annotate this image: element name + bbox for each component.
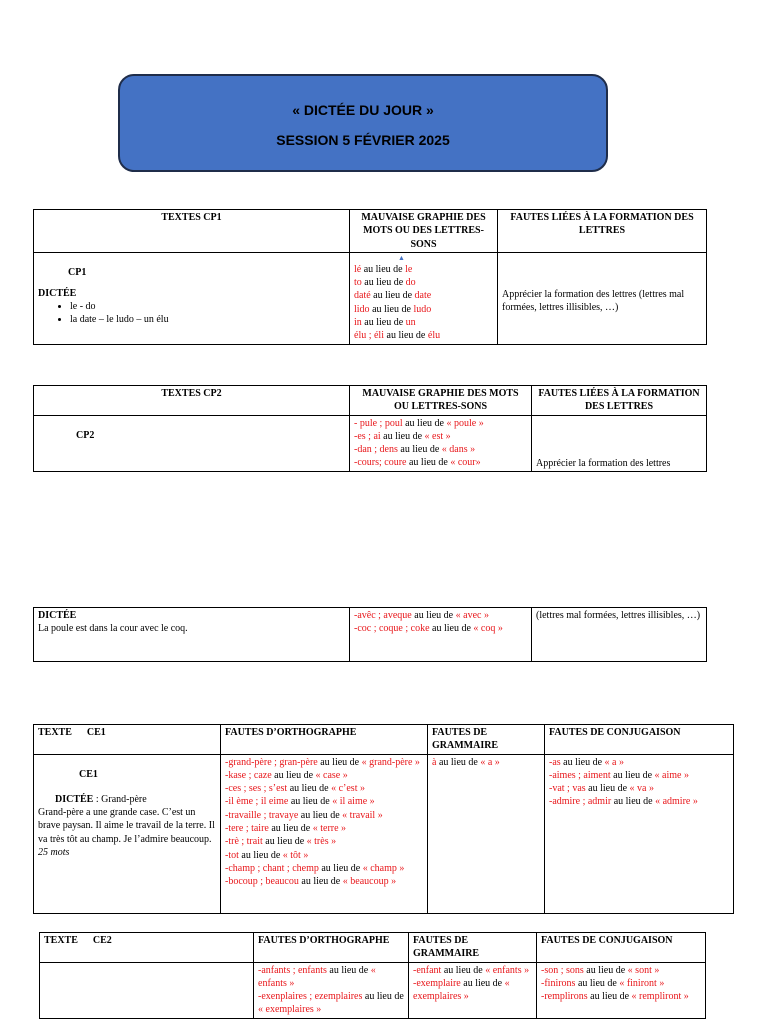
- cp1-table: [33, 209, 707, 345]
- list-item: • le - do: [70, 300, 345, 313]
- error-line: -ces ; ses ; s’est au lieu de « c’est »: [225, 783, 365, 795]
- ce1-header-text: TEXTE CE1: [34, 725, 221, 755]
- error-line: -exenplaires ; ezemplaires au lieu de « exemplaires »: [258, 991, 404, 1016]
- error-line: -grand-père ; gran-père au lieu de « grand-père »: [225, 756, 420, 768]
- error-line: -son ; sons au lieu de « sont »: [541, 964, 660, 976]
- cp2-header-formation: FAUTES LIÉES À LA FORMATION DES LETTRES: [532, 386, 707, 416]
- cp2-dictee-label: DICTÉE: [38, 610, 77, 621]
- cp1-level: CP1: [68, 266, 87, 278]
- cp2-dictee-cell: [34, 608, 350, 662]
- cp1-formation-cell: [498, 252, 707, 344]
- banner-title: « DICTÉE DU JOUR »: [292, 102, 434, 118]
- cp2-text-cell: [34, 415, 350, 471]
- cp2-dictee-text: La poule est dans la cour avec le coq.: [38, 623, 188, 635]
- cp1-header-texts: TEXTES CP1: [34, 210, 350, 253]
- error-line: -avêc ; aveque au lieu de « avec »: [354, 610, 489, 621]
- error-line: -champ ; chant ; chemp au lieu de « champ »: [225, 862, 405, 874]
- ce2-orthographe-cell: [254, 962, 409, 1018]
- cp1-text-cell: [34, 252, 350, 344]
- ce1-conjugaison-cell: [545, 754, 734, 913]
- error-line: -finirons au lieu de « finiront »: [541, 977, 665, 989]
- error-line: -anfants ; enfants au lieu de « enfants »: [258, 964, 376, 989]
- cp1-header-graphie: MAUVAISE GRAPHIE DES MOTS OU DES LETTRES-SONS: [350, 210, 498, 253]
- error-line: -vat ; vas au lieu de « va »: [549, 783, 654, 795]
- ce2-text-cell: [40, 962, 254, 1018]
- cp1-dictee-label: DICTÉE: [38, 288, 77, 300]
- ce1-header-orthographe: FAUTES D’ORTHOGRAPHE: [221, 725, 428, 755]
- error-line: élu ; éli au lieu de élu: [354, 330, 441, 342]
- error-line: daté au lieu de date: [354, 290, 432, 302]
- error-line: -as au lieu de « a »: [549, 756, 624, 768]
- ce2-header-orthographe: FAUTES D’ORTHOGRAPHE: [254, 933, 409, 963]
- ce1-dictee-text: Grand-père a une grande case. C’est un brave paysan. Il aime le travail de la terre. Il va très tôt au champ. Je l’admire beaucoup.: [38, 807, 215, 845]
- cp2-table: [33, 385, 707, 472]
- ce2-header-grammaire: FAUTES DE GRAMMAIRE: [409, 933, 537, 963]
- cp2-continued-errors-cell: [350, 608, 532, 662]
- cp2-continued-table: [33, 607, 707, 662]
- cp2-formation-text: Apprécier la formation des lettres: [536, 457, 671, 469]
- cp1-word-list: [38, 300, 345, 326]
- error-line: - pule ; poul au lieu de « poule »: [354, 417, 484, 429]
- ce1-text-cell: [34, 754, 221, 913]
- triangle-marker-icon: ▲: [398, 253, 405, 262]
- error-line: -coc ; coque ; coke au lieu de « coq »: [354, 623, 503, 635]
- error-line: -bocoup ; beaucou au lieu de « beaucoup »: [225, 876, 397, 888]
- error-line: -cours; coure au lieu de « cour»: [354, 457, 481, 469]
- error-line: -trè ; trait au lieu de « très »: [225, 836, 337, 848]
- ce1-header-conjugaison: FAUTES DE CONJUGAISON: [545, 725, 734, 755]
- error-line: -tere ; taire au lieu de « terre »: [225, 823, 347, 835]
- ce1-level: CE1: [79, 768, 98, 780]
- ce2-grammaire-cell: [409, 962, 537, 1018]
- error-line: -dan ; dens au lieu de « dans »: [354, 444, 476, 456]
- cp2-header-texts: TEXTES CP2: [34, 386, 350, 416]
- ce1-table: [33, 724, 734, 914]
- error-line: -enfant au lieu de « enfants »: [413, 964, 530, 976]
- ce2-header-text: TEXTE CE2: [40, 933, 254, 963]
- error-line: lido au lieu de ludo: [354, 303, 432, 315]
- error-line: in au lieu de un: [354, 317, 416, 329]
- cp2-continued-formation-cell: (lettres mal formées, lettres illisibles, …): [532, 608, 707, 662]
- list-item: • la date – le ludo – un élu: [70, 313, 345, 326]
- ce2-header-conjugaison: FAUTES DE CONJUGAISON: [537, 933, 706, 963]
- ce1-word-count: 25 mots: [38, 847, 70, 859]
- cp2-formation-cell: [532, 415, 707, 471]
- error-line: -admire ; admir au lieu de « admire »: [549, 796, 698, 808]
- error-line: -tot au lieu de « tôt »: [225, 849, 309, 861]
- title-banner: [118, 74, 608, 172]
- ce1-header-grammaire: FAUTES DE GRAMMAIRE: [428, 725, 545, 755]
- error-line: -aimes ; aiment au lieu de « aime »: [549, 769, 689, 781]
- cp1-header-formation: FAUTES LIÉES À LA FORMATION DES LETTRES: [498, 210, 707, 253]
- cp1-formation-text: Apprécier la formation des lettres (lettres mal formées, lettres illisibles, …): [502, 288, 685, 314]
- ce2-table: [39, 932, 706, 1019]
- ce2-conjugaison-cell: [537, 962, 706, 1018]
- error-line: -exemplaire au lieu de « exemplaires »: [413, 977, 510, 1003]
- cp1-errors-cell: [350, 252, 498, 344]
- error-line: -travaille ; travaye au lieu de « travail »: [225, 809, 383, 821]
- error-line: -kase ; caze au lieu de « case »: [225, 769, 348, 781]
- error-line: lé au lieu de le: [354, 263, 413, 275]
- cp2-errors-cell: [350, 415, 532, 471]
- ce1-orthographe-cell: [221, 754, 428, 913]
- ce1-grammaire-cell: [428, 754, 545, 913]
- error-line: -es ; ai au lieu de « est »: [354, 430, 451, 442]
- error-line: -il ème ; il eime au lieu de « il aime »: [225, 796, 375, 808]
- error-line: to au lieu de do: [354, 277, 416, 289]
- ce1-dictee-title: DICTÉE : Grand-père: [55, 793, 147, 805]
- banner-session: SESSION 5 FÉVRIER 2025: [276, 132, 450, 148]
- cp2-level: CP2: [76, 429, 95, 441]
- error-line: -remplirons au lieu de « rempliront »: [541, 991, 689, 1003]
- cp2-header-graphie: MAUVAISE GRAPHIE DES MOTS OU LETTRES-SONS: [350, 386, 532, 416]
- error-line: à au lieu de « a »: [432, 756, 500, 768]
